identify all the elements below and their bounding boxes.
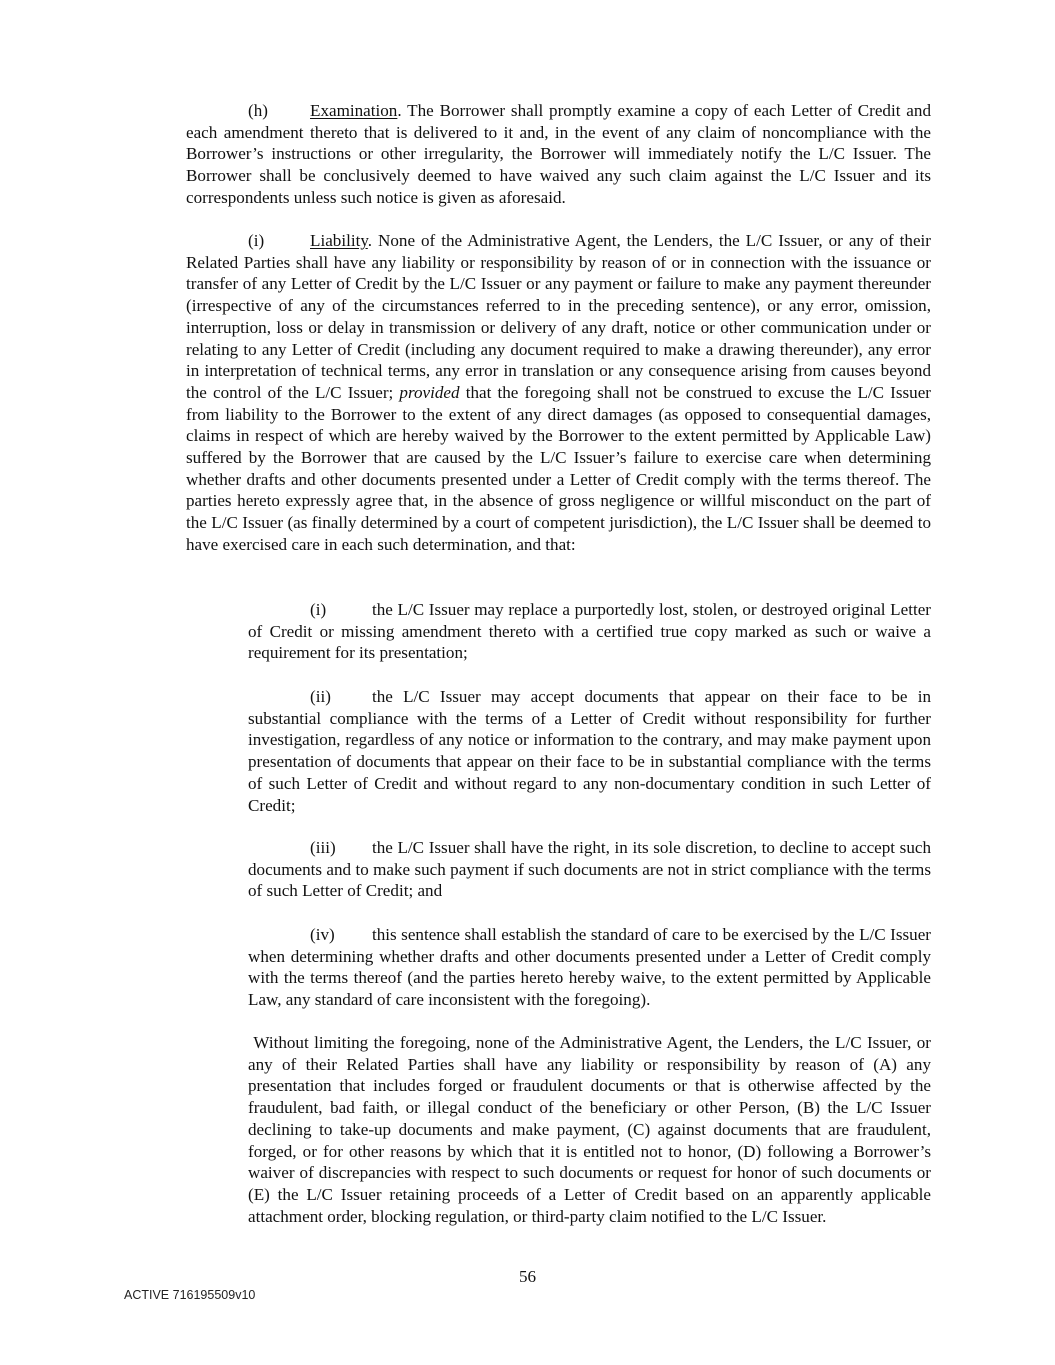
section-number: (i) (248, 231, 265, 250)
section-heading: Examination (310, 101, 398, 120)
closing-paragraph: Without limiting the foregoing, none of the Administrative Agent, the Lenders, the L/C Issuer, or any of their Related Parties shall have any liability or responsibility by reason of (A) any presentation that includes forged or fraudulent documents or that is otherwise affected by the fraudulent, bad faith, or illegal conduct of the beneficiary or other Person, (B) the L/C Issuer declining to take-up documents and make payment, (C) against documents that are fraudulent, forged, or for other reasons by which that it is entitled not to honor, (D) following a Borrower’s waiver of discrepancies with respect to such documents or request for honor of such documents or (E) the L/C Issuer retaining proceeds of a Letter of Credit based on an apparently applicable attachment order, blocking regulation, or third-party claim notified to the L/C Issuer. (248, 1033, 936, 1226)
sub-item-number: (iii) (310, 838, 336, 857)
section-text: that the foregoing shall not be construed to excuse the L/C Issuer from liability to the Borrower to the extent of any direct damages (as opposed to consequential damages, claims in respect of which are hereby waived by the Borrower to the extent permitted by Applicable Law) suffered by the Borrower that are caused by the L/C Issuer’s failure to exercise care when determining whether drafts and other documents presented under a Letter of Credit comply with the terms thereof. The parties hereto expressly agree that, in the absence of gross negligence or willful misconduct on the part of the L/C Issuer (as finally determined by a court of competent jurisdiction), the L/C Issuer shall be deemed to have exercised care in each such determination, and that: (186, 382, 931, 554)
page-number: 56 (518, 1267, 537, 1286)
sub-item-i (248, 599, 931, 664)
sub-item-text: the L/C Issuer shall have the right, in its sole discretion, to decline to accept such documents and to make such payment if such documents are not in strict compliance with the terms of such Letter of Credit; and (248, 838, 931, 901)
sub-item-number: (ii) (310, 687, 331, 706)
sub-item-iii (248, 837, 931, 902)
section-i-liability (186, 230, 931, 556)
emphasis-provided: provided (399, 382, 460, 402)
sub-item-text: this sentence shall establish the standard of care to be exercised by the L/C Issuer when determining whether drafts and other documents presented under a Letter of Credit comply with the terms thereof (and the parties hereto hereby waive, to the extent permitted by Applicable Law, any standard of care inconsistent with the foregoing). (248, 925, 931, 1010)
section-heading: Liability (310, 231, 368, 250)
sub-item-iv (248, 924, 931, 1011)
sub-item-text: the L/C Issuer may accept documents that appear on their face to be in substantial compliance with the terms of a Letter of Credit without responsibility for further investigation, regardless of any notice or information to the contrary, and may make payment upon presentation of documents that appear on their face to be in substantial compliance with the terms of such Letter of Credit and without regard to any non-documentary condition in such Letter of Credit; (248, 687, 931, 815)
section-text: . None of the Administrative Agent, the Lenders, the L/C Issuer, or any of their Related Parties shall have any liability or responsibility by reason of or in connection with the issuance or transfer of any Letter of Credit by the L/C Issuer or any payment or failure to make any payment thereunder (irrespective of any of the circumstances referred to in the preceding sentence), or any error, omission, interruption, loss or delay in transmission or delivery of any draft, notice or other communication under or relating to any Letter of Credit (including any document required to make a drawing thereunder), any error in interpretation of technical terms, any error in translation or any consequence arising from causes beyond the control of the L/C Issuer; (186, 231, 931, 402)
document-id: ACTIVE 716195509v10 (124, 1288, 256, 1302)
section-text: . The Borrower shall promptly examine a copy of each Letter of Credit and each amendment thereto that is delivered to it and, in the event of any claim of noncompliance with the Borrower’s instructions or other irregularity, the Borrower will immediately notify the L/C Issuer. The Borrower shall be conclusively deemed to have waived any such claim against the L/C Issuer and its correspondents unless such notice is given as aforesaid. (186, 101, 931, 207)
section-h-examination (186, 100, 931, 209)
section-number: (h) (248, 101, 268, 120)
sub-item-number: (iv) (310, 925, 335, 944)
sub-item-ii (248, 686, 931, 816)
sub-item-text: the L/C Issuer may replace a purportedly lost, stolen, or destroyed original Letter of Credit or missing amendment thereto with a certified true copy marked as such or waive a requirement for its presentation; (248, 600, 931, 663)
sub-item-number: (i) (310, 600, 327, 619)
